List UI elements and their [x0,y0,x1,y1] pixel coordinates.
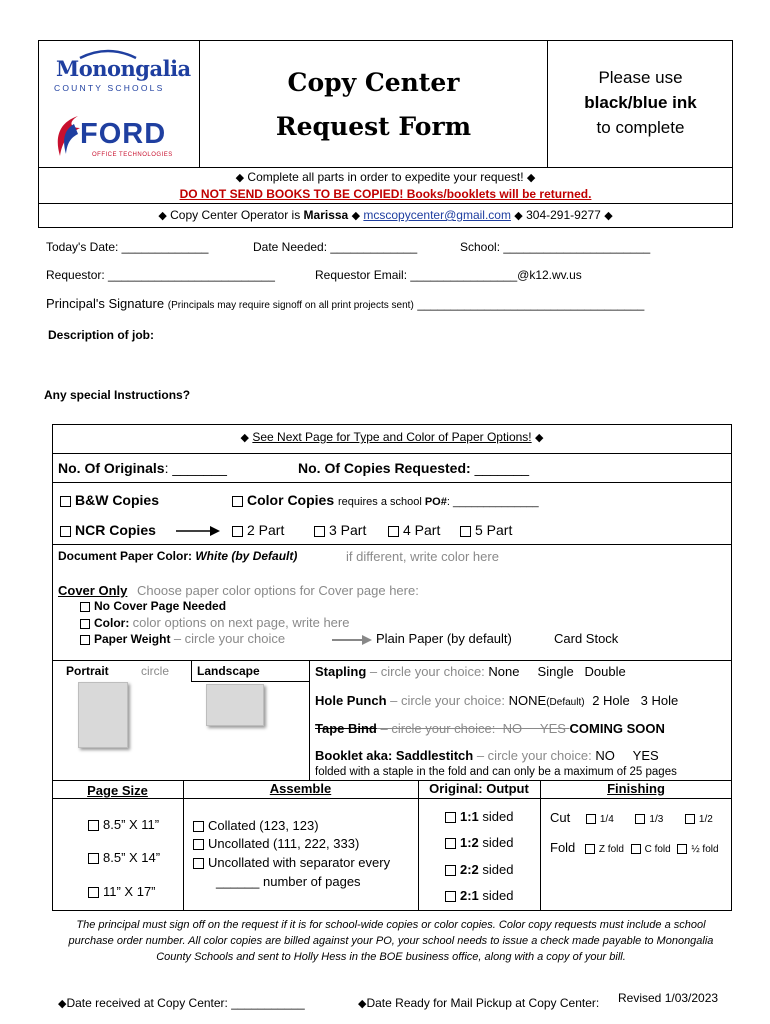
divider [540,780,541,910]
operator-line [38,208,733,222]
checkbox[interactable] [631,844,641,854]
assemble-2-label: Uncollated (111, 222, 333) [208,836,360,851]
num-originals-label: No. Of Originals [58,460,165,476]
po-label: PO# [424,496,447,508]
assemble-option-2[interactable] [193,836,359,851]
date-needed-field[interactable]: Date Needed: _____________ [253,240,418,254]
divider [52,453,732,454]
phone-number: 304-291-9277 [526,208,601,222]
checkbox[interactable] [60,526,71,537]
stapling-hint: – circle your choice: [369,664,485,679]
cut-1-label: 1/4 [599,814,614,825]
arrow-right-icon [332,634,372,646]
cover-color-hint: color options on next page, write here [132,615,350,630]
checkbox[interactable] [88,820,99,831]
ncr-label: NCR Copies [75,522,156,538]
page-size-1-label: 8.5” X 11” [103,817,160,832]
fold-3-label: ½ fold [691,844,719,855]
operator-name: Marissa [303,208,349,222]
diamond-icon: ◆ [351,210,361,222]
stapling-label: Stapling [315,664,367,679]
assemble-1-label: Collated (123, 123) [208,818,319,833]
paper-weight-option[interactable] [80,631,285,646]
paper-weight-label: Paper Weight [94,632,171,646]
num-originals-field[interactable] [58,460,227,476]
checkbox[interactable] [88,887,99,898]
hole-punch-label: Hole Punch [315,693,387,708]
checkbox[interactable] [232,496,243,507]
flame-icon [52,114,82,158]
ncr-3part-option[interactable] [314,522,366,538]
fold-2-label: C fold [644,844,671,855]
checkbox[interactable] [388,526,399,537]
divider [52,798,732,799]
page-size-2-label: 8.5” X 14” [103,850,161,865]
checkbox[interactable] [635,814,645,824]
ncr-4part-option[interactable] [388,522,440,538]
color-label: Color Copies [247,492,335,508]
arrow-right-icon [176,524,220,538]
assemble-header: Assemble [269,781,332,796]
banner-line1 [38,170,733,184]
tape-bind-row [315,721,665,736]
checkbox[interactable] [314,526,325,537]
page-size-header: Page Size [87,783,148,798]
landscape-option[interactable]: Landscape [197,664,260,678]
logo-monongalia-text: Monongalia [56,56,191,81]
see-next-text: See Next Page for Type and Color of Paper Options! [252,430,532,444]
landscape-thumbnail[interactable] [206,684,264,726]
divider [52,660,732,661]
fold-option-1[interactable] [585,844,624,855]
output-1-ratio: 1:1 [460,809,479,824]
fold-1-label: Z fold [598,844,624,855]
hole-none-choice[interactable]: NONE [508,693,547,708]
original-output-header: Original: Output [429,781,529,796]
checkbox[interactable] [445,865,456,876]
email-link[interactable]: mcscopycenter@gmail.com [363,208,511,222]
portrait-thumbnail[interactable] [78,682,128,748]
num-originals-line: : _______ [164,460,227,476]
principal-signature-field[interactable] [46,296,644,311]
cover-hint: Choose paper color options for Cover page here: [136,583,419,598]
checkbox[interactable] [80,619,90,629]
no-cover-option[interactable] [80,599,226,613]
ncr-2part-option[interactable] [232,522,284,538]
date-ready-field[interactable] [358,996,599,1010]
divider [52,544,732,545]
cover-color-label: Color: [94,616,130,630]
output-option-3[interactable] [445,862,514,877]
school-field[interactable]: School: ______________________ [460,240,651,254]
portrait-option[interactable]: Portrait [66,664,109,678]
cover-color-option[interactable] [80,615,349,630]
assemble-option-3[interactable] [193,855,390,870]
cover-only-row [58,583,419,598]
fold-option-3[interactable] [677,844,718,855]
booklet-hint: – circle your choice: [476,748,592,763]
checkbox[interactable] [60,496,71,507]
num-copies-label: No. Of Copies Requested: [298,460,471,476]
diamond-icon: ◆ [534,432,544,444]
date-ready-text: Date Ready for Mail Pickup at Copy Center: [366,996,600,1010]
checkbox[interactable] [586,814,596,824]
ncr-5part-option[interactable] [460,522,512,538]
cut-option-3[interactable] [685,814,713,825]
principal-line: __________________________________ [417,297,645,311]
ncr-copies-option[interactable] [60,522,156,538]
header-divider-1 [199,40,200,168]
page-size-option-3[interactable] [88,884,156,899]
special-instructions-label: Any special Instructions? [44,388,191,402]
checkbox[interactable] [193,839,204,850]
assemble-3-label: Uncollated with separator every [208,855,391,870]
finishing-header: Finishing [607,781,665,796]
todays-date-field[interactable]: Today's Date: _____________ [46,240,209,254]
checkbox[interactable] [193,858,204,869]
cut-2-label: 1/3 [649,814,664,825]
checkbox[interactable] [80,602,90,612]
checkbox[interactable] [88,853,99,864]
diamond-icon: ◆ [526,172,536,184]
page-size-3-label: 11” X 17” [103,884,156,899]
assemble-option-1[interactable] [193,818,319,833]
requestor-email-field[interactable]: Requestor Email: ________________@k12.wv.us [315,268,582,282]
ink-note-line3: to complete [596,118,685,137]
hole-choices[interactable]: 2 Hole 3 Hole [592,693,679,708]
page-size-option-1[interactable] [88,817,159,832]
output-4-sided: sided [482,888,514,903]
output-4-ratio: 2:1 [460,888,479,903]
diamond-icon: ◆ [240,432,250,444]
cut-option-2[interactable] [635,814,663,825]
logo-ford-text: FORD [80,118,167,150]
see-next-page-note [52,430,732,444]
ink-note-line2: black/blue ink [584,93,697,112]
description-label: Description of job: [48,328,154,342]
fold-row [550,840,719,855]
requestor-field[interactable]: Requestor: _________________________ [46,268,275,282]
ncr-3-label: 3 Part [329,522,367,538]
ford-logo [52,114,192,162]
booklet-label: Booklet aka: Saddlestitch [315,748,474,763]
ncr-4-label: 4 Part [403,522,441,538]
booklet-note: folded with a staple in the fold and can only be a maximum of 25 pages [315,766,677,778]
divider [418,780,419,910]
num-copies-line: _______ [474,460,530,476]
fold-label: Fold [550,840,576,855]
doc-color-default: White (by Default) [195,549,298,563]
stapling-choices[interactable]: None Single Double [488,664,626,679]
hole-punch-hint: – circle your choice: [390,693,506,708]
diamond-icon: ◆ [514,210,523,222]
principal-sig-label: Principal's Signature [46,296,165,311]
divider [309,660,310,780]
divider [183,780,184,910]
orientation-circle-hint: circle [141,664,170,678]
num-copies-field[interactable] [298,460,529,476]
ncr-2-label: 2 Part [247,522,285,538]
cut-row [550,810,713,825]
diamond-icon: ◆ [58,998,67,1010]
logo-ford-sub-text: OFFICE TECHNOLOGIES [92,152,173,158]
doc-paper-color-field[interactable] [58,549,297,563]
cover-only-label: Cover Only [58,583,128,598]
output-2-sided: sided [482,835,514,850]
form-title-line1: Copy Center [287,68,460,97]
stapling-row[interactable] [315,664,626,679]
cut-option-1[interactable] [586,814,614,825]
paper-weight-hint: – circle your choice [173,631,286,646]
tape-bind-hint: – circle your choice: NO YES [376,721,570,736]
booklet-row[interactable] [315,748,659,763]
assemble-option-3-cont[interactable]: ______ number of pages [216,874,361,889]
cut-3-label: 1/2 [698,814,713,825]
output-option-2[interactable] [445,835,514,850]
ncr-5-label: 5 Part [475,522,513,538]
booklet-choices[interactable]: NO YES [595,748,659,763]
checkbox[interactable] [445,838,456,849]
checkbox[interactable] [232,526,243,537]
checkbox[interactable] [193,821,204,832]
tape-bind-label: Tape Bind [315,721,377,736]
color-note: requires a school [338,496,425,508]
principal-notice: The principal must sign off on the request if it is for school-wide copies or color copies. Color copy requests must include a school purchase order number. All color copies are billed against your PO, your school needs to issue a check made payable to Monongalia County Schools and sent to Holly Hess in the BOE business office, along with a copy of your bill. [68,919,714,963]
form-title-line2: Request Form [275,112,472,141]
banner-warning: DO NOT SEND BOOKS TO BE COPIED! Books/booklets will be returned. [179,187,592,201]
doc-color-hint: if different, write color here [346,549,499,564]
fold-option-2[interactable] [631,844,671,855]
revised-date: Revised 1/03/2023 [618,991,719,1005]
checkbox[interactable] [460,526,471,537]
doc-color-label: Document Paper Color: [58,549,193,563]
hole-punch-row[interactable] [315,693,678,708]
bw-copies-option[interactable] [60,492,159,508]
ink-note-line1: Please use [598,68,683,87]
checkbox[interactable] [685,814,695,824]
diamond-icon: ◆ [158,210,167,222]
po-line: : ______________ [446,496,539,508]
coming-soon-label: COMING SOON [569,721,665,736]
diamond-icon: ◆ [358,998,367,1010]
operator-prefix: Copy Center Operator is [170,208,304,222]
diamond-icon: ◆ [604,210,613,222]
monongalia-logo [48,46,191,106]
date-received-text: Date received at Copy Center: ___________ [66,996,305,1010]
principal-note: (Principals may require signoff on all print projects sent) [167,300,414,311]
checkbox[interactable] [80,635,90,645]
output-1-sided: sided [482,809,514,824]
checkbox[interactable] [677,844,687,854]
bw-label: B&W Copies [75,492,159,508]
hole-default: (Default) [546,697,585,708]
checkbox[interactable] [585,844,595,854]
cut-label: Cut [550,810,571,825]
banner-line1-text: Complete all parts in order to expedite your request! [247,170,524,184]
color-copies-option[interactable] [232,492,539,508]
output-2-ratio: 1:2 [460,835,479,850]
output-option-4[interactable] [445,888,514,903]
logo-county-text: COUNTY SCHOOLS [54,83,165,93]
output-3-ratio: 2:2 [460,862,479,877]
diamond-icon: ◆ [235,172,245,184]
orientation-label-box [191,660,309,682]
output-option-1[interactable] [445,809,514,824]
page-size-option-2[interactable] [88,850,160,865]
plain-paper-choice[interactable]: Plain Paper (by default) [376,631,512,646]
no-cover-label: No Cover Page Needed [94,599,227,613]
checkbox[interactable] [445,812,456,823]
checkbox[interactable] [445,891,456,902]
date-received-field[interactable] [58,996,305,1010]
card-stock-choice[interactable]: Card Stock [554,631,619,646]
divider [52,482,732,483]
output-3-sided: sided [482,862,514,877]
